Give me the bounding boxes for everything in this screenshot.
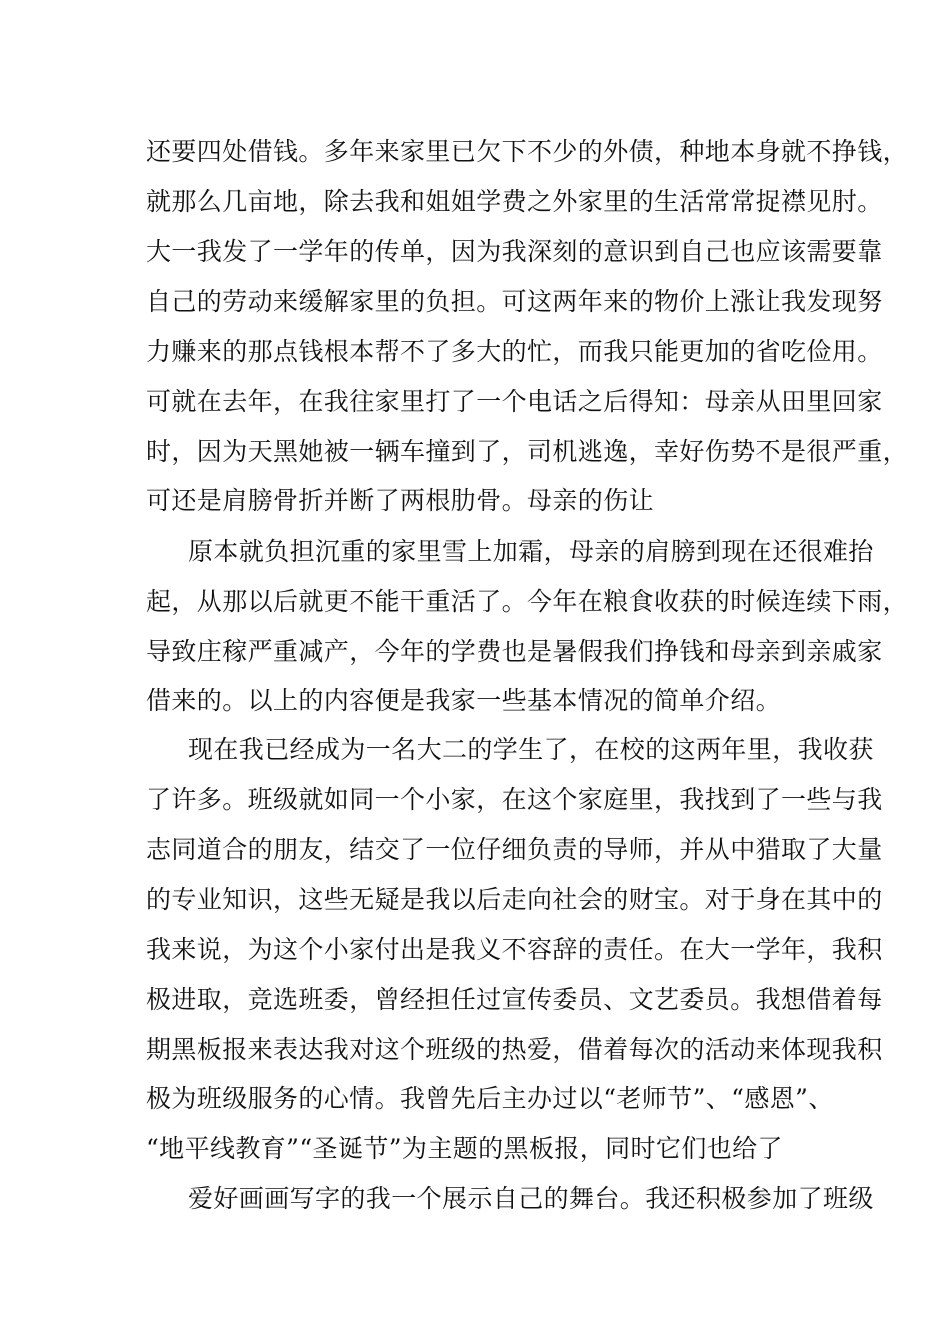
text-line: 极为班级服务的心情。我曾先后主办过以“老师节”、“感恩”、 xyxy=(146,1084,834,1113)
paragraph-first-line: 现在我已经成为一名大二的学生了，在校的这两年里，我收获 xyxy=(188,735,874,764)
text-line: 自己的劳动来缓解家里的负担。可这两年来的物价上涨让我发现努 xyxy=(146,287,883,316)
text-line: 可还是肩膀骨折并断了两根肋骨。母亲的伤让 xyxy=(146,486,655,515)
text-line: 极进取，竞选班委，曾经担任过宣传委员、文艺委员。我想借着每 xyxy=(146,985,883,1014)
paragraph-first-line: 原本就负担沉重的家里雪上加霜，母亲的肩膀到现在还很难抬 xyxy=(188,537,874,566)
text-line: “地平线教育”“圣诞节”为主题的黑板报，同时它们也给了 xyxy=(146,1134,783,1163)
text-line: 可就在去年，在我往家里打了一个电话之后得知：母亲从田里回家 xyxy=(146,387,883,416)
text-line: 我来说，为这个小家付出是我义不容辞的责任。在大一学年，我积 xyxy=(146,935,883,964)
text-line: 大一我发了一学年的传单，因为我深刻的意识到自己也应该需要靠 xyxy=(146,237,883,266)
text-line: 时，因为天黑她被一辆车撞到了，司机逃逸，幸好伤势不是很严重， xyxy=(146,437,909,466)
text-line: 了许多。班级就如同一个小家，在这个家庭里，我找到了一些与我 xyxy=(146,785,883,814)
text-line: 还要四处借钱。多年来家里已欠下不少的外债，种地本身就不挣钱， xyxy=(146,137,909,166)
text-line: 就那么几亩地，除去我和姐姐学费之外家里的生活常常捉襟见肘。 xyxy=(146,187,883,216)
text-line: 志同道合的朋友，结交了一位仔细负责的导师，并从中猎取了大量 xyxy=(146,835,883,864)
text-line: 的专业知识，这些无疑是我以后走向社会的财宝。对于身在其中的 xyxy=(146,885,883,914)
text-line: 期黑板报来表达我对这个班级的热爱，借着每次的活动来体现我积 xyxy=(146,1035,883,1064)
text-line: 导致庄稼严重减产，今年的学费也是暑假我们挣钱和母亲到亲戚家 xyxy=(146,637,883,666)
text-line: 借来的。以上的内容便是我家一些基本情况的简单介绍。 xyxy=(146,686,782,715)
text-line: 起，从那以后就更不能干重活了。今年在粮食收获的时候连续下雨， xyxy=(146,587,909,616)
paragraph-first-line: 爱好画画写字的我一个展示自己的舞台。我还积极参加了班级 xyxy=(188,1184,874,1213)
text-line: 力赚来的那点钱根本帮不了多大的忙，而我只能更加的省吃俭用。 xyxy=(146,337,883,366)
